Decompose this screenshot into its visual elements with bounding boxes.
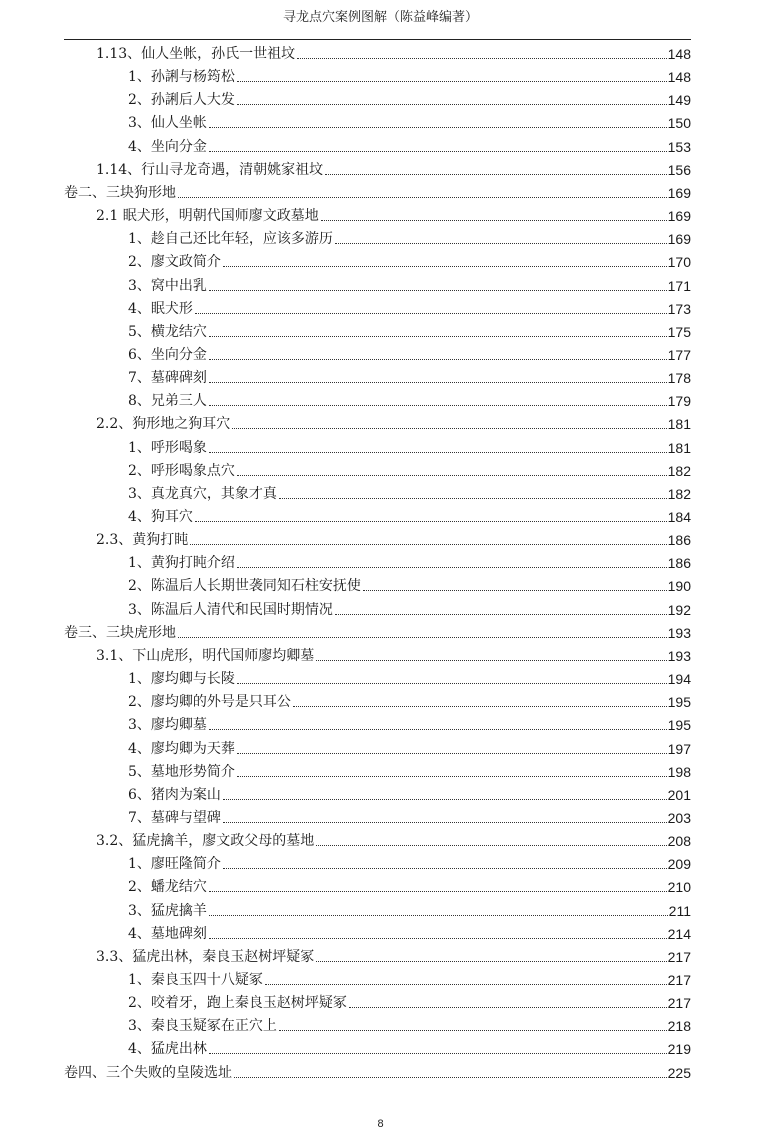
toc-entry-title: 1、黄狗打盹介绍 <box>128 555 235 572</box>
toc-entry[interactable] <box>128 342 691 364</box>
toc-entry[interactable] <box>128 782 691 804</box>
toc-entry[interactable] <box>128 851 691 873</box>
toc-entry-title: 1.13、仙人坐帐，孙氏一世祖坟 <box>96 46 296 62</box>
toc-entry-page: 181 <box>667 416 691 433</box>
toc-entry-page: 169 <box>667 184 691 201</box>
toc-dot-leader <box>265 984 667 985</box>
toc-entry-page: 181 <box>667 439 691 456</box>
toc-entry-page: 184 <box>667 509 691 525</box>
toc-dot-leader <box>335 614 667 615</box>
toc-dot-leader <box>363 590 667 591</box>
toc-dot-leader <box>178 637 667 638</box>
toc-entry-page: 209 <box>667 856 691 873</box>
toc-dot-leader <box>209 915 668 916</box>
toc-entry-title: 3.2、猛虎擒羊，廖文政父母的墓地 <box>96 833 315 850</box>
toc-entry[interactable] <box>128 689 691 711</box>
toc-entry-title: 2、孙誗后人大发 <box>128 92 235 109</box>
toc-entry-page: 192 <box>667 601 691 618</box>
toc-entry[interactable] <box>96 944 691 966</box>
toc-entry-page: 193 <box>667 624 691 641</box>
toc-entry-page: 182 <box>667 462 691 479</box>
toc-dot-leader <box>209 405 667 406</box>
toc-dot-leader <box>237 475 667 476</box>
toc-entry-title: 2、陈温后人长期世袭同知石柱安抚使 <box>128 578 361 595</box>
toc-dot-leader <box>178 197 667 198</box>
toc-entry-page: 179 <box>667 393 691 410</box>
toc-entry-page: 169 <box>667 231 691 248</box>
toc-entry-page: 210 <box>667 879 691 896</box>
toc-dot-leader <box>209 127 667 128</box>
toc-entry-title: 3、窝中出乳 <box>128 277 207 294</box>
toc-entry[interactable] <box>128 805 691 827</box>
toc-entry-title: 6、猪肉为案山 <box>128 786 221 803</box>
toc-entry-title: 1、秦良玉四十八疑冢 <box>128 972 263 988</box>
toc-dot-leader <box>209 938 667 939</box>
toc-entry-page: 173 <box>667 300 691 317</box>
toc-entry-page: 208 <box>667 833 691 850</box>
toc-dot-leader <box>209 359 667 360</box>
page-header: 寻龙点穴案例图解（陈益峰编著） <box>282 10 478 25</box>
toc-entry[interactable] <box>128 550 691 572</box>
toc-entry-page: 201 <box>667 786 691 803</box>
toc-entry[interactable] <box>128 64 691 86</box>
toc-entry-page: 203 <box>667 809 691 826</box>
toc-entry[interactable] <box>128 736 691 758</box>
toc-entry-title: 4、廖均卿为天葬 <box>128 740 235 757</box>
toc-dot-leader <box>223 822 667 823</box>
toc-entry[interactable] <box>128 481 691 503</box>
toc-entry[interactable] <box>128 249 691 271</box>
toc-entry-title: 8、兄弟三人 <box>128 393 207 410</box>
toc-entry[interactable] <box>96 157 691 179</box>
toc-dot-leader <box>232 428 666 429</box>
toc-entry-title: 7、墓碑与望碑 <box>128 809 221 826</box>
toc-entry-page: 217 <box>667 972 691 988</box>
toc-entry[interactable] <box>128 296 691 318</box>
toc-entry-title: 4、眠犬形 <box>128 300 193 317</box>
toc-entry-page: 197 <box>667 740 691 757</box>
toc-dot-leader <box>195 521 667 522</box>
toc-entry-page: 149 <box>667 92 691 109</box>
toc-dot-leader <box>223 868 667 869</box>
toc-entry-title: 1、趁自己还比年轻，应该多游历 <box>128 231 333 248</box>
toc-entry[interactable] <box>96 203 691 225</box>
toc-dot-leader <box>209 1053 667 1054</box>
toc-entry[interactable] <box>64 1060 691 1082</box>
toc-entry[interactable] <box>128 1036 691 1058</box>
page-number: 8 <box>377 1118 384 1130</box>
toc-dot-leader <box>209 452 667 453</box>
toc-entry[interactable] <box>128 87 691 109</box>
toc-entry[interactable] <box>128 573 691 595</box>
toc-entry-page: 170 <box>667 254 691 271</box>
toc-dot-leader <box>209 290 667 291</box>
toc-dot-leader <box>293 706 667 707</box>
toc-entry-title: 4、墓地碑刻 <box>128 925 207 942</box>
toc-entry-title: 2、廖文政简介 <box>128 254 221 271</box>
toc-entry[interactable] <box>96 411 691 433</box>
toc-dot-leader <box>325 174 666 175</box>
toc-entry-title: 2、廖均卿的外号是只耳公 <box>128 694 291 711</box>
toc-entry[interactable] <box>128 712 691 734</box>
toc-entry-title: 2、咬着牙，跑上秦良玉赵树坪疑冢 <box>128 995 347 1012</box>
toc-entry[interactable] <box>128 990 691 1012</box>
toc-entry-page: 150 <box>667 115 691 132</box>
toc-entry-title: 1、孙誗与杨筠松 <box>128 69 235 86</box>
toc-entry-title: 2.3、黄狗打盹 <box>96 532 189 549</box>
toc-entry-title: 4、猛虎出林 <box>128 1041 207 1058</box>
toc-entry[interactable] <box>128 921 691 943</box>
toc-dot-leader <box>316 660 666 661</box>
toc-entry-page: 186 <box>667 532 691 549</box>
toc-dot-leader <box>297 58 666 59</box>
toc-entry-title: 3、廖均卿墓 <box>128 717 207 734</box>
toc-entry[interactable] <box>96 41 691 63</box>
toc-entry-page: 225 <box>667 1064 691 1081</box>
toc-entry[interactable] <box>128 435 691 457</box>
toc-entry-title: 2、呼形喝象点穴 <box>128 462 235 479</box>
toc-entry-page: 219 <box>667 1041 691 1058</box>
toc-entry[interactable] <box>128 365 691 387</box>
toc-entry-title: 3、陈温后人清代和民国时期情况 <box>128 601 333 618</box>
toc-entry-page: 148 <box>667 69 691 86</box>
toc-entry-page: 217 <box>667 948 691 965</box>
toc-entry-title: 2.2、狗形地之狗耳穴 <box>96 416 231 433</box>
toc-entry[interactable] <box>128 597 691 619</box>
toc-dot-leader <box>316 961 666 962</box>
toc-entry-page: 171 <box>667 277 691 294</box>
toc-dot-leader <box>321 220 667 221</box>
toc-dot-leader <box>209 382 667 383</box>
toc-entry[interactable] <box>64 180 691 202</box>
toc-entry-title: 卷三、三块虎形地 <box>64 624 176 641</box>
toc-entry-title: 3.3、猛虎出林，秦良玉赵树坪疑冢 <box>96 948 315 965</box>
toc-entry-page: 217 <box>667 995 691 1012</box>
toc-entry[interactable] <box>128 273 691 295</box>
toc-entry[interactable] <box>128 1013 691 1035</box>
toc-dot-leader <box>209 151 667 152</box>
toc-entry[interactable] <box>96 828 691 850</box>
toc-entry[interactable] <box>128 967 691 989</box>
toc-entry-page: 178 <box>667 370 691 387</box>
toc-entry-page: 190 <box>667 578 691 595</box>
toc-dot-leader <box>279 1030 667 1031</box>
toc-dot-leader <box>237 683 667 684</box>
toc-entry[interactable] <box>128 759 691 781</box>
toc-entry-title: 卷四、三个失败的皇陵选址 <box>64 1064 232 1081</box>
toc-entry-page: 218 <box>667 1018 691 1035</box>
toc-entry[interactable] <box>128 458 691 480</box>
toc-dot-leader <box>209 729 667 730</box>
toc-dot-leader <box>209 891 667 892</box>
toc-entry-title: 3.1、下山虎形，明代国师廖均卿墓 <box>96 647 315 664</box>
toc-entry-title: 5、墓地形势简介 <box>128 763 235 780</box>
toc-entry[interactable] <box>128 504 691 526</box>
toc-entry[interactable] <box>128 874 691 896</box>
toc-entry-page: 169 <box>667 208 691 225</box>
toc-entry-title: 5、横龙结穴 <box>128 323 207 340</box>
toc-entry[interactable] <box>96 643 691 665</box>
toc-entry-page: 153 <box>667 138 691 155</box>
toc-entry[interactable] <box>128 388 691 410</box>
toc-entry-title: 6、坐向分金 <box>128 346 207 363</box>
toc-entry-page: 193 <box>667 647 691 664</box>
toc-entry-title: 1、廖均卿与长陵 <box>128 671 235 688</box>
toc-entry-title: 1.14、行山寻龙奇遇，清朝姚家祖坟 <box>96 161 324 178</box>
toc-entry[interactable] <box>128 226 691 248</box>
toc-entry-title: 3、仙人坐帐 <box>128 115 207 132</box>
toc-entry-title: 3、秦良玉疑冢在正穴上 <box>128 1018 277 1035</box>
toc-entry-title: 2、蟠龙结穴 <box>128 879 207 896</box>
toc-entry-title: 卷二、三块狗形地 <box>64 184 176 201</box>
toc-entry-page: 214 <box>667 925 691 942</box>
toc-entry[interactable] <box>128 319 691 341</box>
toc-dot-leader <box>237 81 667 82</box>
toc-entry-page: 177 <box>667 346 691 363</box>
toc-entry[interactable] <box>128 134 691 156</box>
toc-entry-title: 7、墓碑碑刻 <box>128 370 207 387</box>
toc-entry-title: 3、真龙真穴，其象才真 <box>128 485 277 502</box>
toc-entry-page: 195 <box>667 694 691 711</box>
toc-entry-page: 195 <box>667 717 691 734</box>
toc-entry-title: 3、猛虎擒羊 <box>128 902 207 919</box>
toc-dot-leader <box>223 799 667 800</box>
toc-dot-leader <box>237 776 667 777</box>
toc-entry-title: 1、廖旺隆简介 <box>128 856 221 873</box>
toc-entry-page: 182 <box>667 485 691 502</box>
toc-dot-leader <box>237 567 667 568</box>
toc-dot-leader <box>349 1007 667 1008</box>
toc-entry[interactable] <box>64 620 691 642</box>
toc-entry-page: 175 <box>667 323 691 340</box>
toc-dot-leader <box>223 266 667 267</box>
toc-entry[interactable] <box>128 898 691 920</box>
toc-dot-leader <box>234 1077 667 1078</box>
toc-entry-title: 1、呼形喝象 <box>128 439 207 456</box>
toc-dot-leader <box>209 336 667 337</box>
toc-entry-page: 186 <box>667 555 691 572</box>
toc-dot-leader <box>279 498 667 499</box>
toc-entry-page: 156 <box>667 161 691 178</box>
toc-entry-page: 198 <box>667 763 691 780</box>
toc-dot-leader <box>316 845 666 846</box>
toc-dot-leader <box>237 104 667 105</box>
toc-dot-leader <box>237 753 667 754</box>
toc-entry-title: 4、坐向分金 <box>128 138 207 155</box>
toc-entry-page: 194 <box>667 671 691 688</box>
toc-entry[interactable] <box>96 527 691 549</box>
toc-dot-leader <box>335 243 667 244</box>
toc-dot-leader <box>190 544 666 545</box>
toc-entry-title: 2.1 眠犬形，明朝代国师廖文政墓地 <box>96 208 319 225</box>
toc-dot-leader <box>195 313 667 314</box>
toc-entry-page: 211 <box>668 902 691 919</box>
toc-entry[interactable] <box>128 666 691 688</box>
header-rule <box>64 39 691 40</box>
toc-entry-page: 148 <box>667 46 691 62</box>
toc-entry-title: 4、狗耳穴 <box>128 509 193 525</box>
toc-entry[interactable] <box>128 110 691 132</box>
